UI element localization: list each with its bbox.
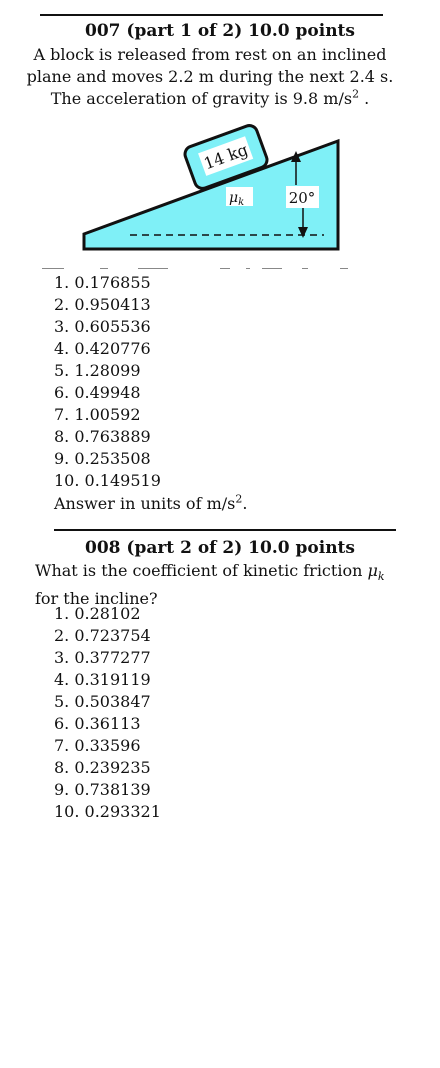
problem-1-line-1: A block is released from rest on an inclined — [33, 45, 387, 64]
problem-2-options — [54, 603, 161, 823]
problem-2-option[interactable]: 5. 0.503847 — [54, 692, 151, 711]
problem-1-header: 007 (part 1 of 2) 10.0 points — [85, 21, 355, 41]
problem-1-option[interactable]: 3. 0.605536 — [54, 317, 151, 336]
problem-2-header: 008 (part 2 of 2) 10.0 points — [85, 538, 355, 558]
problem-1-units: Answer in units of $m/s^2$. — [54, 492, 248, 513]
problem-1-options — [54, 272, 161, 492]
problem-2-option[interactable]: 6. 0.36113 — [54, 714, 141, 733]
mu-k-label — [226, 187, 253, 208]
incline-figure — [0, 110, 440, 270]
problem-1-option[interactable]: 5. 1.28099 — [54, 361, 141, 380]
problem-2-option[interactable]: 4. 0.319119 — [54, 670, 151, 689]
problem-1-option[interactable]: 9. 0.253508 — [54, 449, 151, 468]
problem-2-option[interactable]: 2. 0.723754 — [54, 626, 151, 645]
problem-2-option[interactable]: 9. 0.738139 — [54, 780, 151, 799]
problem-1-option[interactable]: 6. 0.49948 — [54, 383, 141, 402]
problem-1-option[interactable]: 8. 0.763889 — [54, 427, 151, 446]
clipped-text-remnant — [40, 265, 360, 271]
problem-2-line-2: for the incline? — [35, 589, 158, 609]
problem-2-line-1: What is the coefficient of kinetic friction $\mu_k$ — [35, 561, 385, 584]
svg-text:μk: $\mu_k$ — [229, 190, 245, 208]
angle-label: 20° — [288, 189, 316, 207]
problem-1-option[interactable]: 1. 0.176855 — [54, 273, 151, 292]
problem-1-line-2: plane and moves 2.2 m during the next 2.4 s. — [26, 67, 394, 86]
problem-2-option[interactable]: 8. 0.239235 — [54, 758, 151, 777]
problem-1-line-3: The acceleration of gravity is 9.8 $m/s^2$ . — [50, 87, 370, 108]
problem-1-option[interactable]: 4. 0.420776 — [54, 339, 151, 358]
section-rule — [54, 529, 396, 531]
problem-1-option[interactable]: 10. 0.149519 — [54, 471, 161, 490]
problem-2-option[interactable]: 3. 0.377277 — [54, 648, 151, 667]
problem-2-option[interactable]: 1. 0.28102 — [54, 604, 141, 623]
problem-1-option[interactable]: 2. 0.950413 — [54, 295, 151, 314]
problem-1-text — [20, 44, 400, 110]
problem-2-option[interactable]: 10. 0.293321 — [54, 802, 161, 821]
problem-2-option[interactable]: 7. 0.33596 — [54, 736, 141, 755]
mass-label: 14 kg — [201, 139, 251, 174]
top-rule — [40, 14, 383, 16]
problem-1-option[interactable]: 7. 1.00592 — [54, 405, 141, 424]
